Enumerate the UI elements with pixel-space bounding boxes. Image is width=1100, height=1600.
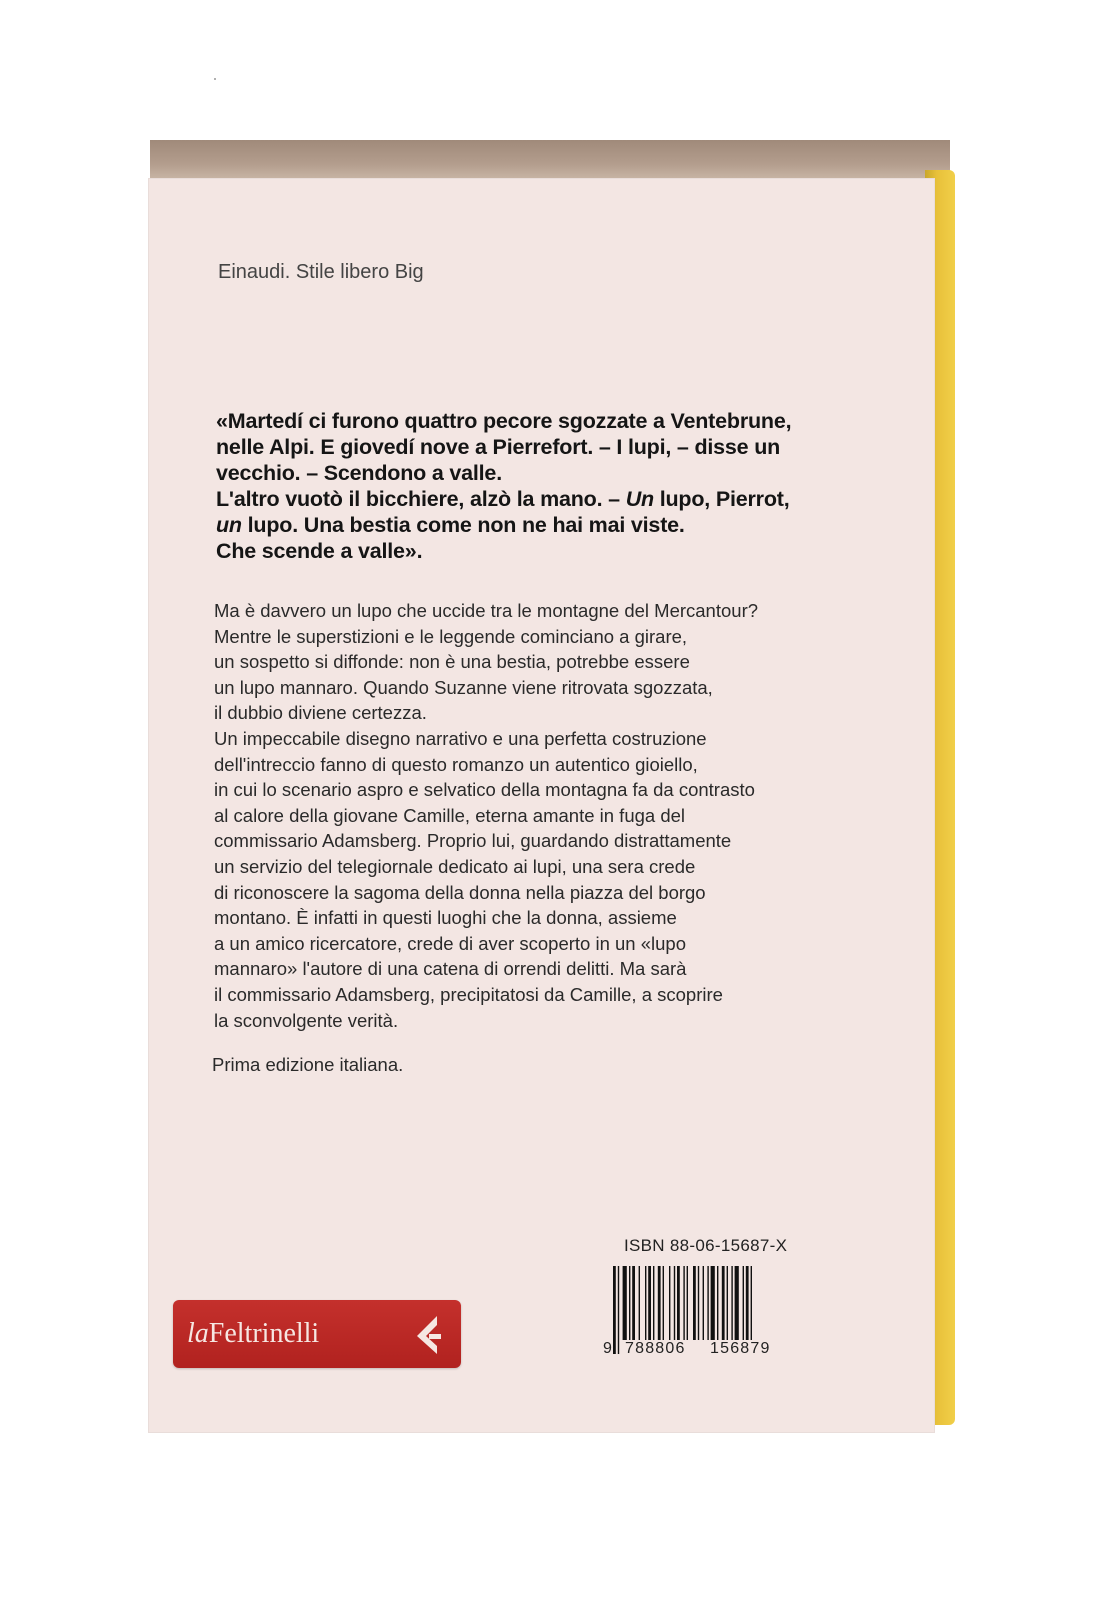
synopsis [214,598,914,1033]
quote-text: lupo. Una bestia come non ne hai mai viste. [241,513,685,537]
synopsis-line: di riconoscere la sagoma della donna nella piazza del borgo [214,881,706,903]
synopsis-line: la sconvolgente verità. [214,1009,399,1031]
synopsis-line: il dubbio diviene certezza. [214,702,427,724]
sticker-brand-name: Feltrinelli [208,1318,320,1349]
barcode-group-2: 156879 [710,1340,771,1357]
barcode-first-digit: 9 [603,1340,614,1357]
synopsis-line: al calore della giovane Camille, eterna amante in fuga del [214,804,686,826]
back-cover [148,178,935,1433]
synopsis-line: in cui lo scenario aspro e selvatico della montagna fa da contrasto [214,779,755,801]
quote-line: nelle Alpi. E giovedí nove a Pierrefort. – I lupi, – disse un [216,435,781,459]
synopsis-line: il commissario Adamsberg, precipitatosi da Camille, a scoprire [214,983,723,1005]
quote-line [216,486,896,512]
synopsis-line: un servizio del telegiornale dedicato ai lupi, una sera crede [214,855,696,877]
quote-text: L'altro vuotò il bicchiere, alzò la mano. – [216,487,626,511]
quote-emphasis: un [216,513,242,537]
quote-line: «Martedí ci furono quattro pecore sgozzate a Ventebrune, [216,409,792,433]
synopsis-line: mannaro» l'autore di una catena di orrendi delitti. Ma sarà [214,958,687,980]
synopsis-line: un sospetto si diffonde: non è una bestia, potrebbe essere [214,651,690,673]
feltrinelli-f-logo-icon [407,1312,447,1358]
synopsis-line: commissario Adamsberg. Proprio lui, guardando distrattamente [214,830,732,852]
synopsis-line: Mentre le superstizioni e le leggende cominciano a girare, [214,625,688,647]
book-top-edge [150,140,950,180]
series-label: Einaudi. Stile libero Big [218,261,424,283]
quote-text: lupo, Pierrot, [653,487,790,511]
dust-speck [214,78,216,80]
synopsis-line: montano. È infatti in questi luoghi che la donna, assieme [214,907,677,929]
quote-line: vecchio. – Scendono a valle. [216,461,502,485]
barcode-group-1: 788806 [625,1340,686,1357]
sticker-brand [187,1318,319,1350]
feltrinelli-price-sticker [173,1300,461,1368]
blurb-quote [216,408,896,564]
edition-note: Prima edizione italiana. [212,1054,404,1075]
synopsis-line: Un impeccabile disegno narrativo e una perfetta costruzione [214,727,707,749]
synopsis-line: Ma è davvero un lupo che uccide tra le montagne del Mercantour? [214,600,759,621]
quote-line [216,512,896,538]
sticker-brand-prefix: la [187,1318,209,1349]
quote-emphasis: Un [625,487,654,511]
quote-line: Che scende a valle». [216,539,423,563]
synopsis-line: dell'intreccio fanno di questo romanzo un autentico gioiello, [214,753,698,775]
synopsis-line: un lupo mannaro. Quando Suzanne viene ritrovata sgozzata, [214,676,713,698]
synopsis-line: a un amico ricercatore, crede di aver scoperto in un «lupo [214,932,687,954]
isbn-label: ISBN 88-06-15687-X [624,1236,788,1255]
